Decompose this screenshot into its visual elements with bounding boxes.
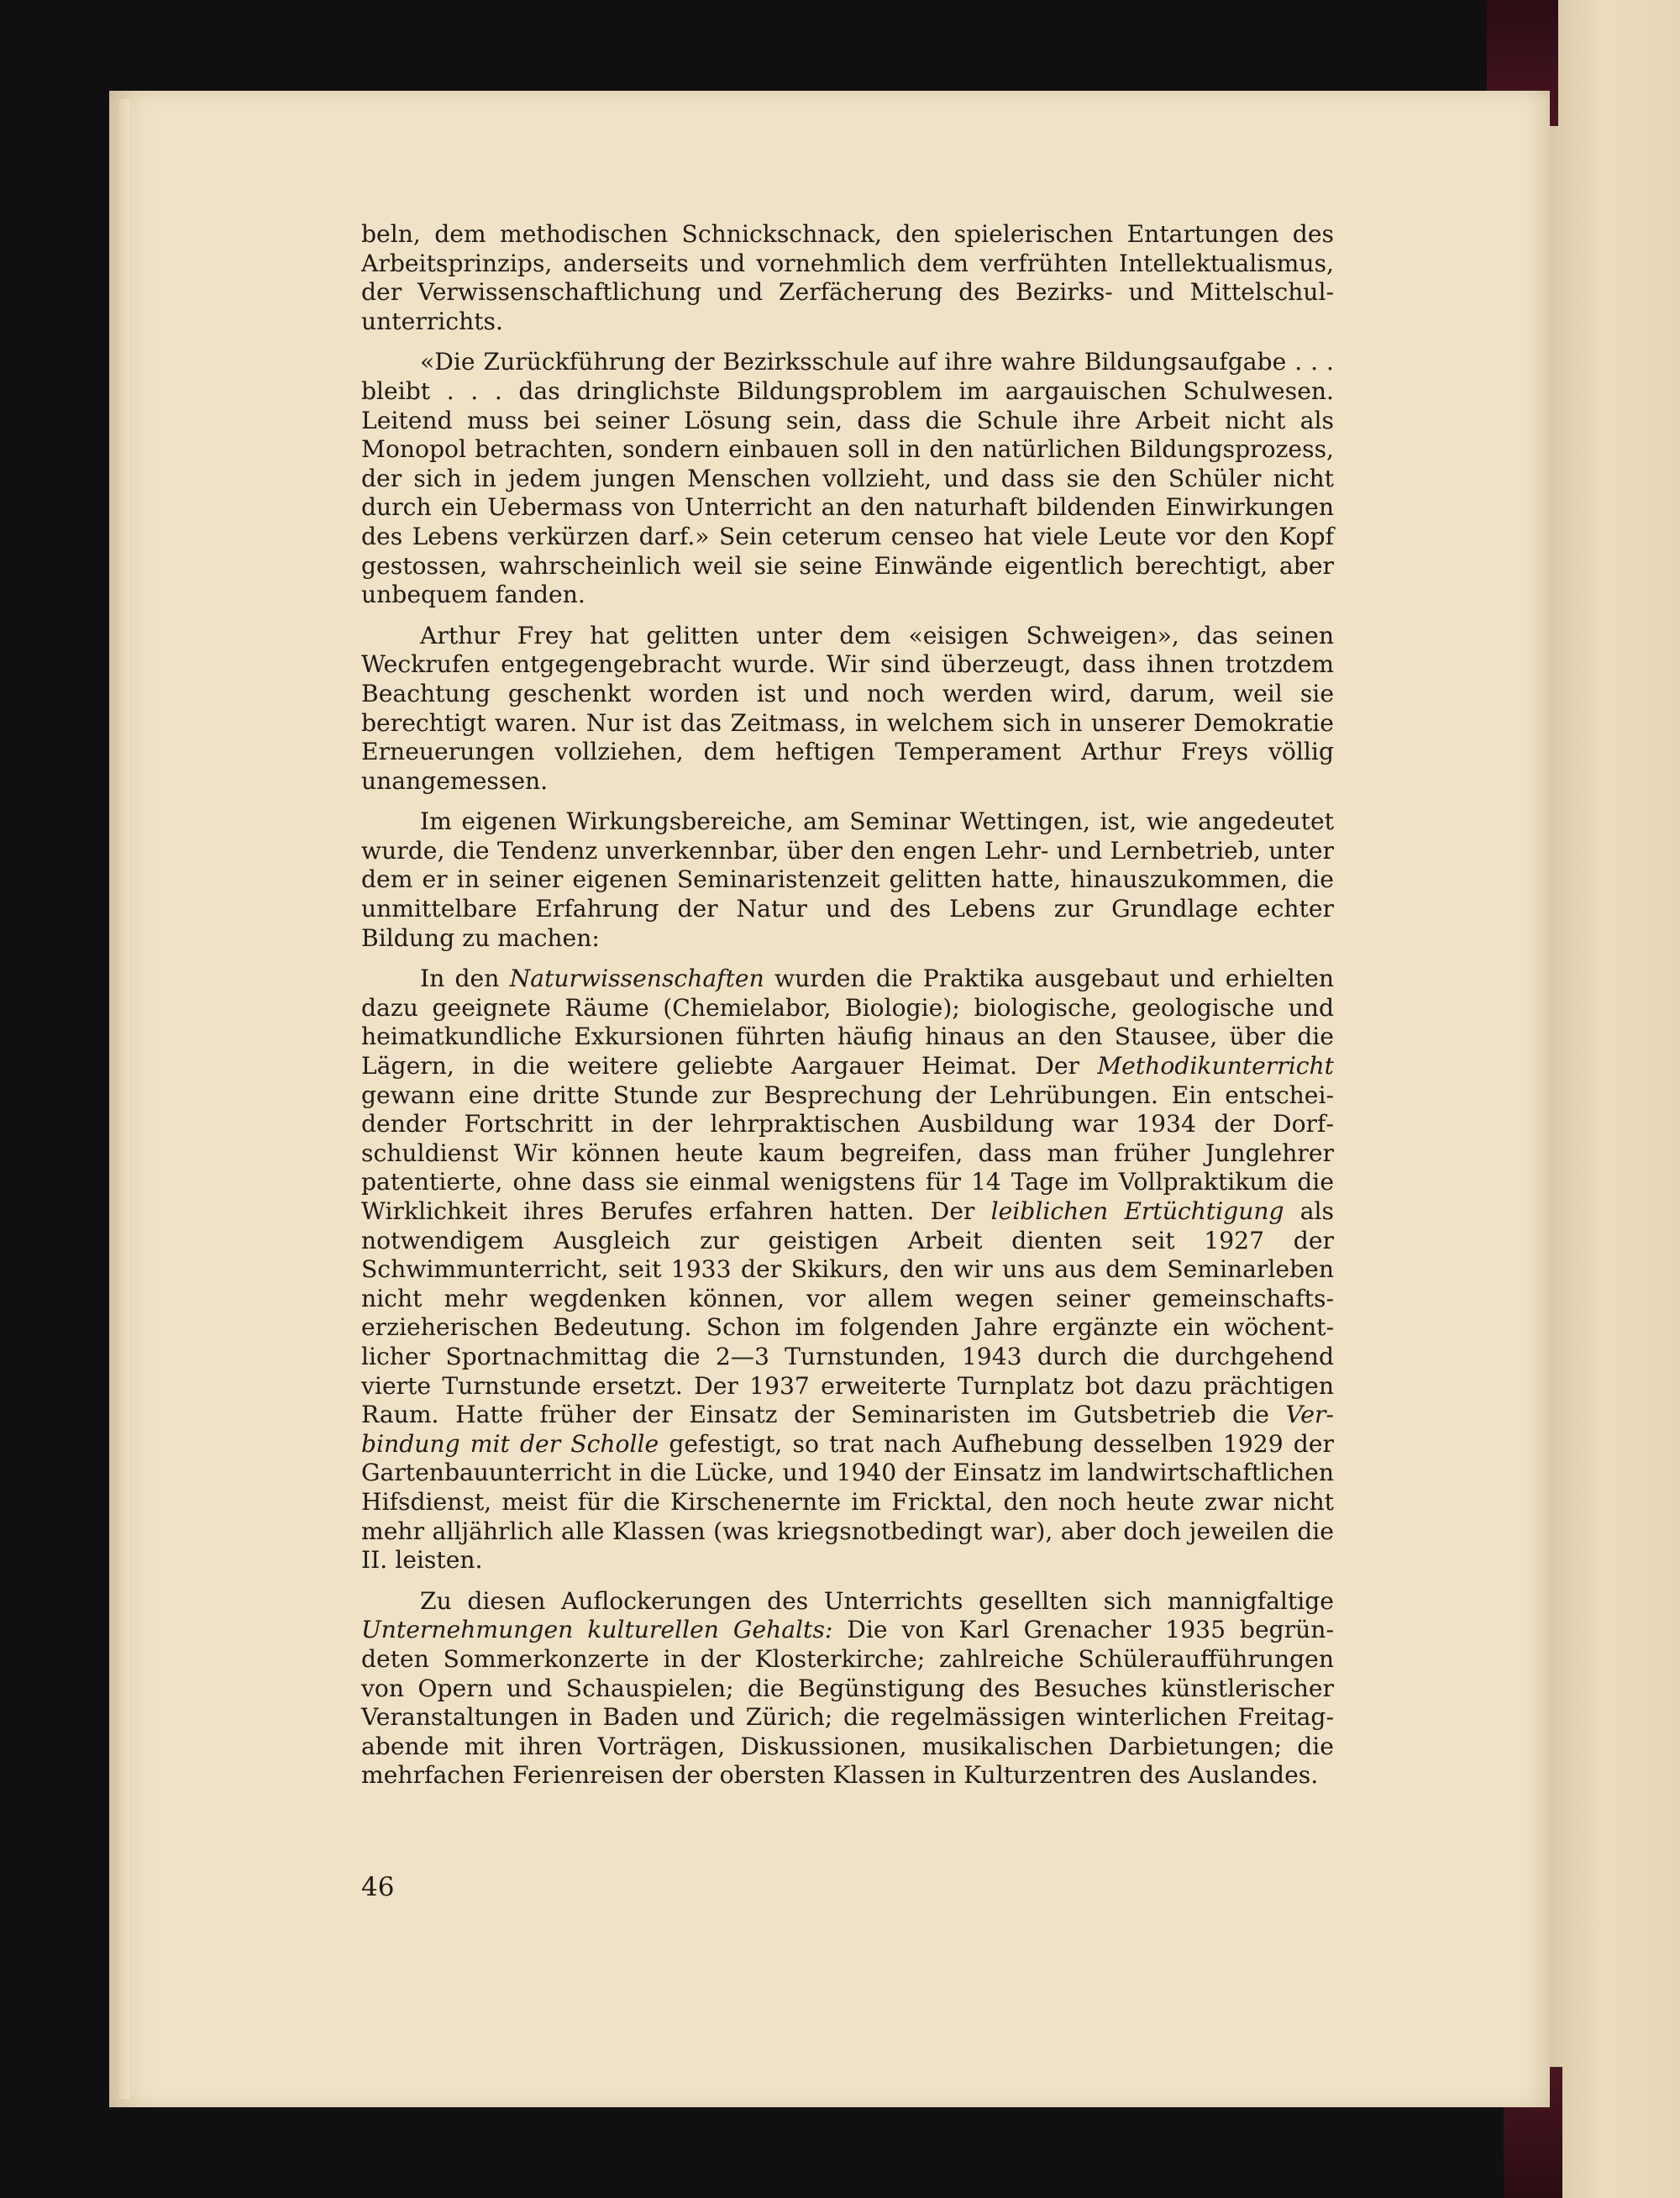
paragraph: [361, 807, 1334, 953]
text-run: gewann eine dritte Stunde zur Besprechung der Lehrübungen. Ein entscheidender Fortschritt in der lehrpraktischen Ausbildung war 1934 der Dorfschuldienst Wir können heute kaum begreifen, dass man früher Junglehrer patentierte, ohne dass sie einmal wenigstens für 14 Tage im Vollpraktikum die Wirklichkeit ihres Berufes erfahren hatten. Der: [361, 1081, 1334, 1225]
paragraph: [361, 348, 1334, 609]
text-run: In den: [420, 965, 510, 993]
adjacent-page-edge: [1550, 0, 1680, 2198]
text-run: gefestigt, so trat nach Aufhebung desselben 1929 der Gartenbauunterricht in die Lücke, und 1940 der Einsatz im landwirtschaftlichen Hifsdienst, meist für die Kirschenernte im Fricktal, den noch heute zwar nicht mehr alljährlich alle Klassen (was kriegsnotbedingt war), aber doch jeweilen die II. leisten.: [361, 1429, 1334, 1575]
italic-phrase: Verbindung mit der Scholle: [361, 1401, 1334, 1458]
paragraph: [361, 220, 1334, 336]
text-run: wurden die Praktika ausgebaut und erhielten dazu geeignete Räume (Chemielabor, Biologie); biologische, geologische und heimatkundliche Exkursionen führten häufig hinaus an den Stausee, über die Lägern, in die weitere geliebte Aargauer Heimat. Der: [361, 965, 1334, 1081]
text-run: beln, dem methodischen Schnickschnack, den spielerischen Entartungen des Arbeitsprinzips, anderseits und vornehmlich dem verfrühten Intellektualismus, der Verwissenschaftlichung und Zerfächerung des Bezirks- und Mittelschulunterrichts.: [361, 220, 1334, 335]
italic-phrase: Unternehmungen kulturellen Gehalts:: [361, 1616, 833, 1644]
page-body-text: [361, 220, 1334, 1802]
italic-phrase: Methodikunterricht: [1097, 1052, 1334, 1081]
text-run: Zu diesen Auflockerungen des Unterrichts gesellten sich mannigfaltige: [420, 1586, 1334, 1615]
text-run: als notwendigem Ausgleich zur geistigen Arbeit dienten seit 1927 der Schwimmunterricht, seit 1933 der Skikurs, den wir uns aus dem Seminarleben nicht mehr wegdenken können, vor allem wegen seiner gemeinschaftserzieherischen Bedeutung. Schon im folgenden Jahre ergänzte ein wöchentlicher Sportnachmittag die 2—3 Turnstunden, 1943 durch die durchgehend vierte Turnstunde ersetzt. Der 1937 erweiterte Turnplatz bot dazu prächtigen Raum. Hatte früher der Einsatz der Seminaristen im Gutsbetrieb die: [361, 1197, 1335, 1429]
paragraph: [361, 965, 1334, 1575]
page-gutter-shadow: [119, 99, 129, 2099]
italic-phrase: Naturwissenschaften: [509, 965, 764, 993]
text-run: Arthur Frey hat gelitten unter dem «eisigen Schweigen», das seinen Weckrufen entgegengebracht wurde. Wir sind überzeugt, dass ihnen trotzdem Beachtung geschenkt worden ist und noch werden wird, darum, weil sie berechtigt waren. Nur ist das Zeitmass, in welchem sich in unserer Demokratie Erneuerungen vollziehen, dem heftigen Temperament Arthur Freys völlig unangemessen.: [361, 621, 1334, 795]
italic-phrase: leiblichen Ertüchtigung: [990, 1197, 1284, 1225]
paragraph: [361, 1587, 1334, 1790]
page-number: 46: [361, 1872, 395, 1902]
text-run: Im eigenen Wirkungsbereiche, am Seminar Wettingen, ist, wie angedeutet wurde, die Tendenz unverkennbar, über den engen Lehr- und Lernbetrieb, unter dem er in seiner eigenen Seminaristenzeit gelitten hatte, hinauszukommen, die unmittelbare Erfahrung der Natur und des Lebens zur Grundlage echter Bildung zu machen:: [361, 807, 1334, 952]
paragraph: [361, 622, 1334, 797]
text-run: «Die Zurückführung der Bezirksschule auf ihre wahre Bildungsaufgabe . . . bleibt . . . das dringlichste Bildungsproblem im aargauischen Schulwesen. Leitend muss bei seiner Lösung sein, dass die Schule ihre Arbeit nicht als Monopol betrachten, sondern einbauen soll in den natürlichen Bildungsprozess, der sich in jedem jungen Menschen vollzieht, und dass sie den Schüler nicht durch ein Uebermass von Unterricht an den naturhaft bildenden Einwirkungen des Lebens verkürzen darf.» Sein ceterum censeo hat viele Leute vor den Kopf gestossen, wahrscheinlich weil sie seine Einwände eigentlich berechtigt, aber unbequem fanden.: [361, 348, 1334, 609]
text-run: Die von Karl Grenacher 1935 begründeten Sommerkonzerte in der Klosterkirche; zahlreiche Schüleraufführungen von Opern und Schauspielen; die Begünstigung des Besuches künstlerischer Veranstaltungen in Baden und Zürich; die regelmässigen winterlichen Freitagabende mit ihren Vorträgen, Diskussionen, musikalischen Darbietungen; die mehrfachen Ferienreisen der obersten Klassen in Kulturzentren des Auslandes.: [361, 1616, 1334, 1790]
